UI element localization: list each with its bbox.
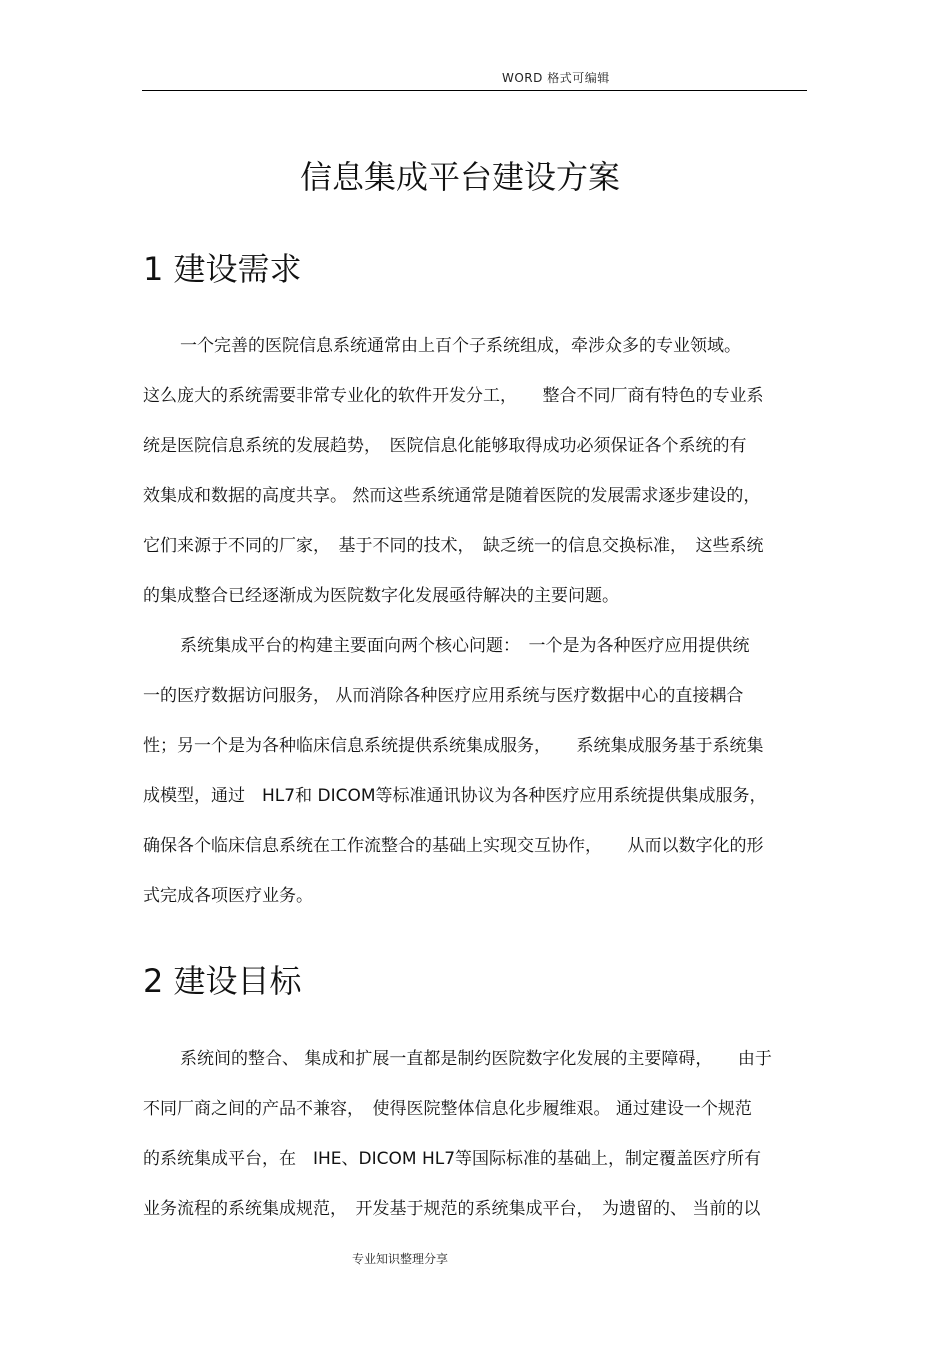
paragraph-line: 的系统集成平台，在 IHE、DICOM HL7等国际标准的基础上，制定覆盖医疗所有 [143,1149,762,1169]
paragraph-line: 统是医院信息系统的发展趋势， 医院信息化能够取得成功必须保证各个系统的有 [143,436,747,456]
paragraph-line: 不同厂商之间的产品不兼容， 使得医院整体信息化步履维艰。 通过建设一个规范 [143,1099,752,1119]
section-heading-1: 1 建设需求 [143,250,302,288]
paragraph-line: 一个完善的医院信息系统通常由上百个子系统组成，牵涉众多的专业领域。 [180,336,741,356]
paragraph-line: 成模型，通过 HL7和 DICOM等标准通讯协议为各种医疗应用系统提供集成服务， [143,786,767,806]
document-title: 信息集成平台建设方案 [299,158,620,196]
paragraph-line: 确保各个临床信息系统在工作流整合的基础上实现交互协作， 从而以数字化的形 [143,836,764,856]
paragraph-line: 系统间的整合、 集成和扩展一直都是制约医院数字化发展的主要障碍， 由于 [180,1049,772,1069]
paragraph-line: 它们来源于不同的厂家， 基于不同的技术， 缺乏统一的信息交换标准， 这些系统 [143,536,764,556]
paragraph-line: 系统集成平台的构建主要面向两个核心问题： 一个是为各种医疗应用提供统 [180,636,750,656]
section-heading-2: 2 建设目标 [143,962,302,1000]
paragraph-line: 一的医疗数据访问服务， 从而消除各种医疗应用系统与医疗数据中心的直接耦合 [143,686,744,706]
paragraph-line: 效集成和数据的高度共享。 然而这些系统通常是随着医院的发展需求逐步建设的， [143,486,761,506]
paragraph-line: 业务流程的系统集成规范， 开发基于规范的系统集成平台， 为遗留的、 当前的以 [143,1199,761,1219]
header-divider [142,90,807,91]
paragraph-line: 性；另一个是为各种临床信息系统提供系统集成服务， 系统集成服务基于系统集 [143,736,764,756]
paragraph-line: 这么庞大的系统需要非常专业化的软件开发分工， 整合不同厂商有特色的专业系 [143,386,764,406]
page-footer: 专业知识整理分享 [352,1252,449,1266]
header-text: WORD 格式可编辑 [502,71,610,85]
paragraph-line: 的集成整合已经逐渐成为医院数字化发展亟待解决的主要问题。 [143,586,619,606]
paragraph-line: 式完成各项医疗业务。 [143,886,313,906]
